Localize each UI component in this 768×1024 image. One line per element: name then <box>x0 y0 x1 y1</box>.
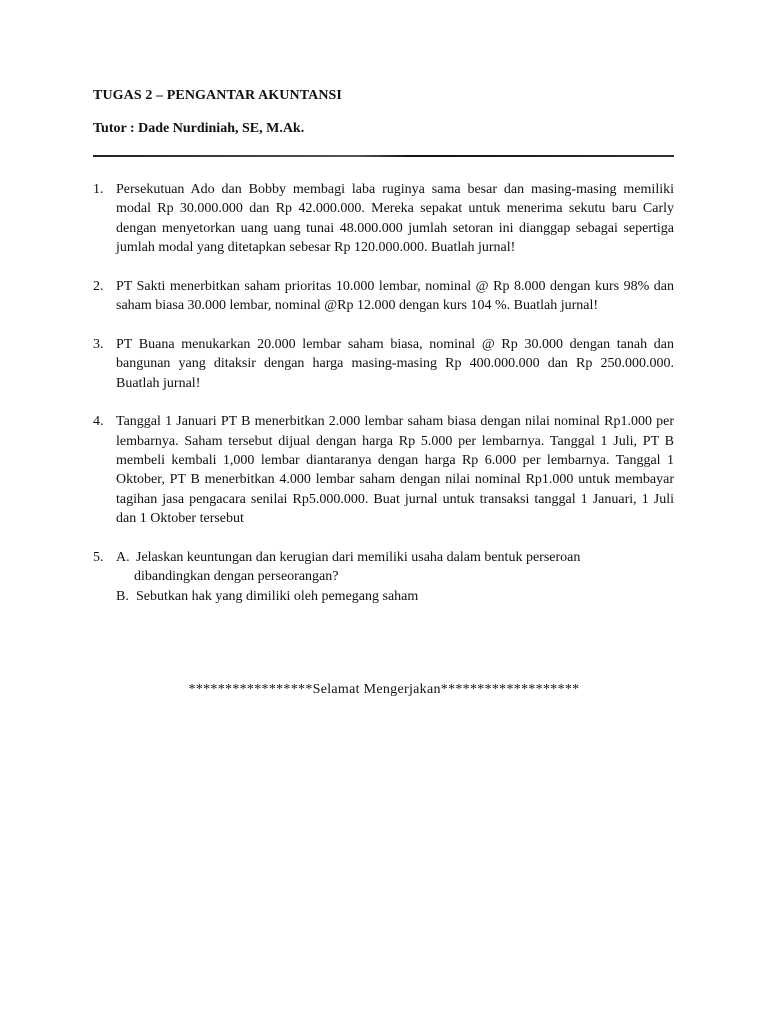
subquestion-text: Sebutkan hak yang dimiliki oleh pemegang saham <box>136 588 419 604</box>
question-text: PT Sakti menerbitkan saham prioritas 10.000 lembar, nominal @ Rp 8.000 dengan kurs 98% dan saham biasa 30.000 lembar, nominal @Rp 12.000 dengan kurs 104 %. Buatlah jurnal! <box>116 278 674 314</box>
subquestion-b <box>116 587 674 606</box>
question-item <box>93 412 674 528</box>
question-number: 5. <box>93 549 104 565</box>
question-text: Tanggal 1 Januari PT B menerbitkan 2.000 lembar saham biasa dengan nilai nominal Rp1.000 per lembarnya. Saham tersebut dijual dengan harga Rp 5.000 per lembarnya. Tanggal 1 Juli, PT B membeli kembali 1,000 lembar diantaranya dengan harga Rp 6.000 per lembarnya. Tanggal 1 Oktober, PT B menerbitkan 4.000 lembar saham dengan nilai nominal Rp1.000 untuk membayar tagihan jasa pengacara senilai Rp5.000.000. Buat jurnal untuk transaksi tanggal 1 Januari, 1 Juli dan 1 Oktober tersebut <box>116 414 674 527</box>
closing-message: *****************Selamat Mengerjakan******************* <box>188 682 580 697</box>
question-number: 1. <box>93 182 104 197</box>
subquestion-text: Jelaskan keuntungan dan kerugian dari memiliki usaha dalam bentuk perseroan <box>136 549 581 565</box>
question-text: Persekutuan Ado dan Bobby membagi laba ruginya sama besar dan masing-masing memiliki modal Rp 30.000.000 dan Rp 42.000.000. Mereka sepakat untuk menerima sekutu baru Carly dengan menyetorkan uang uang tunai 48.000.000 jumlah setoran ini dianggap sebagai sepertiga jumlah modal yang ditetapkan sebesar Rp 120.000.000. Buatlah jurnal! <box>116 182 674 256</box>
question-item <box>93 548 674 606</box>
question-number: 3. <box>93 336 104 352</box>
subquestion-label: A. <box>116 549 130 565</box>
subquestion-label: B. <box>116 588 129 604</box>
question-subparts <box>116 548 674 606</box>
tutor-line: Tutor : Dade Nurdiniah, SE, M.Ak. <box>93 121 305 136</box>
question-item <box>93 180 674 258</box>
question-text: PT Buana menukarkan 20.000 lembar saham biasa, nominal @ Rp 30.000 dengan tanah dan bangunan yang ditaksir dengan harga masing-masing Rp 400.000.000 dan Rp 250.000.000. Buatlah jurnal! <box>116 336 674 391</box>
question-item <box>93 335 674 393</box>
document-title: TUGAS 2 – PENGANTAR AKUNTANSI <box>93 88 342 103</box>
question-number: 2. <box>93 278 104 294</box>
question-number: 4. <box>93 414 104 430</box>
subquestion-a <box>116 548 674 567</box>
question-list <box>93 180 674 625</box>
subquestion-a-continuation: dibandingkan dengan perseorangan? <box>134 569 339 585</box>
question-item <box>93 277 674 316</box>
header-divider <box>93 155 674 157</box>
